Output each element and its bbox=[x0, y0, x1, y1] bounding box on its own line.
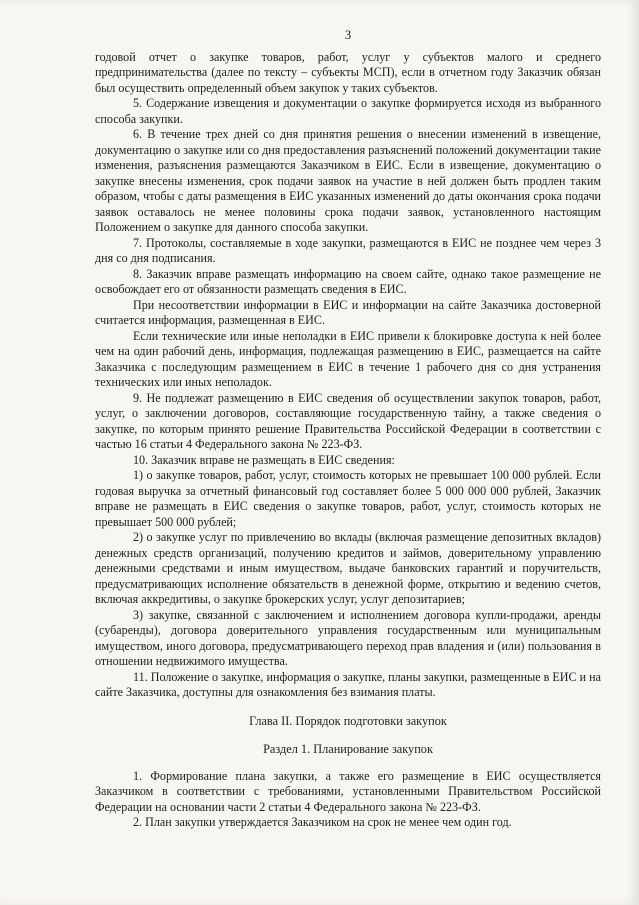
paragraph: годовой отчет о закупке товаров, работ, услуг у субъектов малого и среднего предпринимательства (далее по тексту – субъекты МСП), если в отчетном году Заказчик обязан был осуществить определенный объем закупок у таких субъектов. bbox=[95, 49, 601, 95]
paragraph: 5. Содержание извещения и документации о закупке формируется исходя из выбранного способа закупки. bbox=[95, 96, 601, 126]
body-text-top bbox=[95, 50, 601, 701]
paragraph: 2. План закупки утверждается Заказчиком на срок не менее чем один год. bbox=[133, 815, 512, 829]
paragraph: 6. В течение трех дней со дня принятия решения о внесении изменений в извещение, документацию о закупке или со дня предоставления разъяснений положений документации такие изменения, разъяснения размещаются Заказчиком в ЕИС. Если в извещение, документацию о закупке внесены изменения, срок подачи заявок на участие в ней должен быть продлен таким образом, чтобы с даты размещения в ЕИС указанных изменений до даты окончания срока подачи заявок оставалось не менее половины срока подачи заявок, установленного настоящим Положением о закупке для данного способа закупки. bbox=[95, 127, 601, 234]
paragraph: 2) о закупке услуг по привлечению во вклады (включая размещение депозитных вкладов) денежных средств организаций, получению кредитов и займов, доверительному управлению денежными средствами и иным имуществом, выдаче банковских гарантий и поручительств, предусматривающих исполнение обязательств в денежной форме, открытию и ведению счетов, включая аккредитивы, о закупке брокерских услуг, услуг депозитариев; bbox=[95, 530, 601, 606]
paragraph: 7. Протоколы, составляемые в ходе закупки, размещаются в ЕИС не позднее чем через 3 дня со дня подписания. bbox=[95, 235, 601, 265]
paragraph: 8. Заказчик вправе размещать информацию на своем сайте, однако такое размещение не освобождает его от обязанности размещать сведения в ЕИС. bbox=[95, 266, 601, 296]
paragraph: 1. Формирование плана закупки, а также его размещение в ЕИС осуществляется Заказчиком в соответствии с требованиями, установленными Правительством Российской Федерации на основании части 2 статьи 4 Федерального закона № 223-ФЗ. bbox=[95, 768, 601, 814]
paragraph: Если технические или иные неполадки в ЕИС привели к блокировке доступа к ней более чем на один рабочий день, информация, подлежащая размещению в ЕИС, размещается на сайте Заказчика с последующим размещением в ЕИС в течение 1 рабочего дня со дня устранения технических или иных неполадок. bbox=[95, 328, 601, 389]
paragraph: 3) закупке, связанной с заключением и исполнением договора купли-продажи, аренды (субаренды), договора доверительного управления государственным или муниципальным имуществом, иного договора, предусматривающего переход прав владения и (или) пользования в отношении недвижимого имущества. bbox=[95, 607, 601, 668]
paragraph: 10. Заказчик вправе не размещать в ЕИС сведения: bbox=[133, 452, 395, 467]
paragraph: При несоответствии информации в ЕИС и информации на сайте Заказчика достоверной считается информация, размещенная в ЕИС. bbox=[95, 297, 601, 327]
paragraph: 11. Положение о закупке, информация о закупке, планы закупки, размещенные в ЕИС и на сайте Заказчика, доступны для ознакомления без взимания платы. bbox=[95, 669, 601, 699]
paragraph: 9. Не подлежат размещению в ЕИС сведения об осуществлении закупок товаров, работ, услуг, о заключении договоров, составляющие государственную тайну, а также сведения о закупке, по которым принято решение Правительства Российской Федерации в соответствии с частью 16 статьи 4 Федерального закона № 223-ФЗ. bbox=[95, 390, 601, 451]
section-heading: Раздел 1. Планирование закупок bbox=[263, 741, 433, 756]
chapter-heading: Глава II. Порядок подготовки закупок bbox=[249, 713, 447, 728]
body-text-bottom bbox=[95, 769, 601, 831]
page-number: 3 bbox=[344, 28, 352, 42]
paragraph: 1) о закупке товаров, работ, услуг, стоимость которых не превышает 100 000 рублей. Если годовая выручка за отчетный финансовый год составляет более 5 000 000 000 рублей, Заказчик вправе не размещать в ЕИС сведения о закупке товаров, работ, услуг, стоимость которых не превышает 500 000 рублей; bbox=[95, 468, 601, 529]
